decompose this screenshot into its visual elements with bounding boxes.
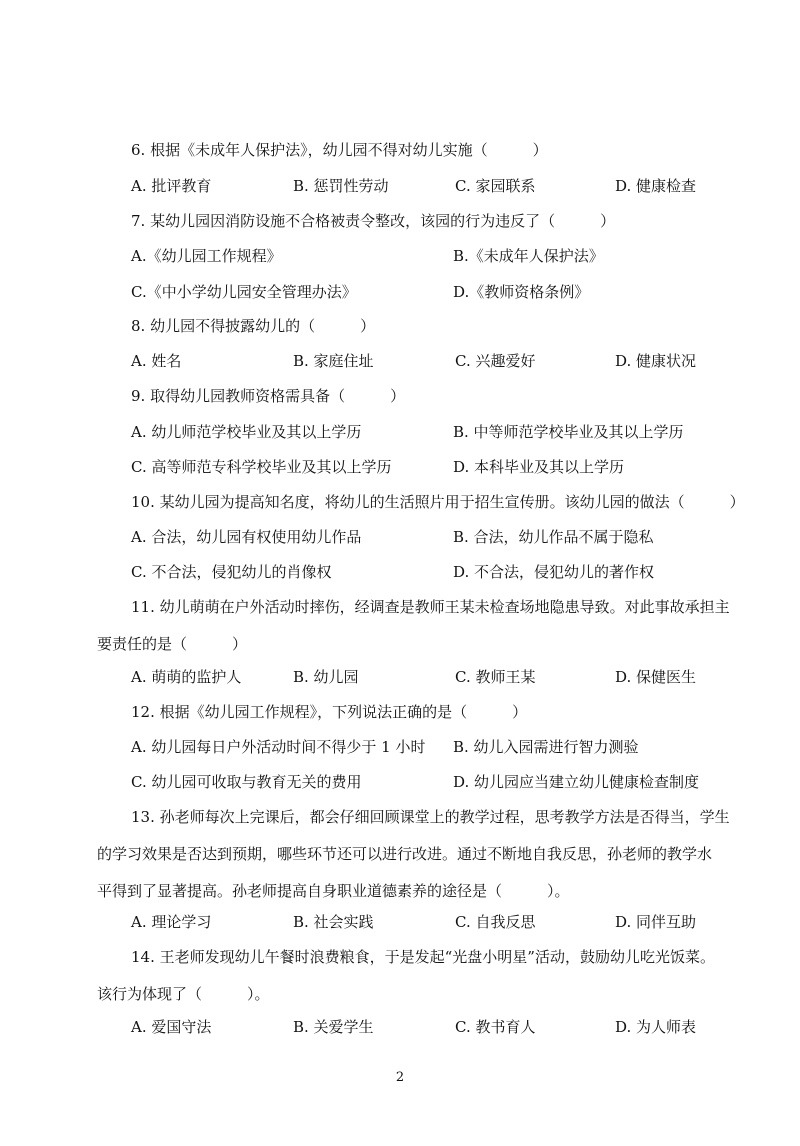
option-a: A. 理论学习	[131, 913, 212, 931]
question-10-stem: 10. 某幼儿园为提高知名度，将幼儿的生活照片用于招生宣传册。该幼儿园的做法（ ）	[131, 493, 745, 511]
option-d: D. 幼儿园应当建立幼儿健康检查制度	[453, 773, 700, 791]
stem-line: 要责任的是（ ）	[97, 635, 248, 653]
option-b: B. 惩罚性劳动	[293, 177, 389, 195]
option-c: C. 高等师范专科学校毕业及其以上学历	[131, 458, 392, 476]
stem-line: 14. 王老师发现幼儿午餐时浪费粮食，于是发起“光盘小明星”活动，鼓励幼儿吃光饭菜。	[131, 948, 715, 966]
question-7-options-row2	[131, 282, 731, 302]
question-11-options	[131, 667, 731, 687]
option-b: B. 关爱学生	[293, 1018, 374, 1036]
option-a: A. 姓名	[131, 352, 182, 370]
question-12-options-row2	[131, 772, 731, 792]
option-d: D. 同伴互助	[615, 913, 697, 931]
question-14-options	[131, 1017, 731, 1037]
option-c: C. 兴趣爱好	[455, 352, 536, 370]
question-13-options	[131, 912, 731, 932]
question-8-options	[131, 351, 731, 371]
question-7-options-row1	[131, 246, 731, 266]
option-d: D.《教师资格条例》	[453, 283, 590, 301]
option-b: B. 幼儿园	[293, 668, 359, 686]
option-c: C. 不合法，侵犯幼儿的肖像权	[131, 563, 332, 581]
question-11-stem	[97, 597, 731, 671]
question-10-options-row2	[131, 562, 731, 582]
question-9-stem: 9. 取得幼儿园教师资格需具备（ ）	[131, 387, 406, 405]
question-7-stem: 7. 某幼儿园因消防设施不合格被责令整改，该园的行为违反了（ ）	[131, 212, 616, 230]
stem-line: 13. 孙老师每次上完课后，都会仔细回顾课堂上的教学过程，思考教学方法是否得当，学生	[131, 808, 730, 826]
option-d: D. 保健医生	[615, 668, 697, 686]
option-b: B. 合法，幼儿作品不属于隐私	[453, 528, 654, 546]
option-d: D. 健康检查	[615, 177, 697, 195]
option-c: C. 教师王某	[455, 668, 536, 686]
option-b: B. 中等师范学校毕业及其以上学历	[453, 423, 684, 441]
option-d: D. 本科毕业及其以上学历	[453, 458, 625, 476]
option-c: C.《中小学幼儿园安全管理办法》	[131, 283, 357, 301]
option-b: B. 幼儿入园需进行智力测验	[453, 738, 639, 756]
option-d: D. 为人师表	[615, 1018, 697, 1036]
option-b: B. 社会实践	[293, 913, 374, 931]
option-c: C. 家园联系	[455, 177, 536, 195]
question-14-stem	[97, 947, 731, 1021]
question-6-stem: 6. 根据《未成年人保护法》，幼儿园不得对幼儿实施（ ）	[131, 141, 548, 159]
page-number: 2	[395, 1070, 405, 1085]
option-a: A. 合法，幼儿园有权使用幼儿作品	[131, 528, 362, 546]
option-c: C. 幼儿园可收取与教育无关的费用	[131, 773, 362, 791]
option-b: B.《未成年人保护法》	[453, 247, 604, 265]
question-8-stem: 8. 幼儿园不得披露幼儿的（ ）	[131, 317, 376, 335]
option-c: C. 教书育人	[455, 1018, 536, 1036]
question-12-options-row1	[131, 737, 731, 757]
stem-line: 11. 幼儿萌萌在户外活动时摔伤，经调查是教师王某未检查场地隐患导致。对此事故承担主	[131, 598, 730, 616]
option-a: A. 爱国守法	[131, 1018, 212, 1036]
option-d: D. 不合法，侵犯幼儿的著作权	[453, 563, 655, 581]
question-9-options-row2	[131, 457, 731, 477]
question-13-stem	[97, 807, 731, 918]
stem-line: 的学习效果是否达到预期，哪些环节还可以进行改进。通过不断地自我反思，孙老师的教学水	[97, 845, 713, 863]
question-6-options	[131, 176, 731, 196]
stem-line: 平得到了显著提高。孙老师提高自身职业道德素养的途径是（ ）。	[97, 882, 570, 900]
question-9-options-row1	[131, 422, 731, 442]
stem-line: 该行为体现了（ ）。	[97, 985, 270, 1003]
option-a: A. 幼儿师范学校毕业及其以上学历	[131, 423, 362, 441]
question-12-stem: 12. 根据《幼儿园工作规程》，下列说法正确的是（ ）	[131, 703, 528, 721]
option-c: C. 自我反思	[455, 913, 536, 931]
option-b: B. 家庭住址	[293, 352, 374, 370]
question-10-options-row1	[131, 527, 731, 547]
option-a: A. 幼儿园每日户外活动时间不得少于 1 小时	[131, 738, 426, 756]
option-d: D. 健康状况	[615, 352, 697, 370]
option-a: A. 批评教育	[131, 177, 212, 195]
option-a: A.《幼儿园工作规程》	[131, 247, 282, 265]
option-a: A. 萌萌的监护人	[131, 668, 242, 686]
